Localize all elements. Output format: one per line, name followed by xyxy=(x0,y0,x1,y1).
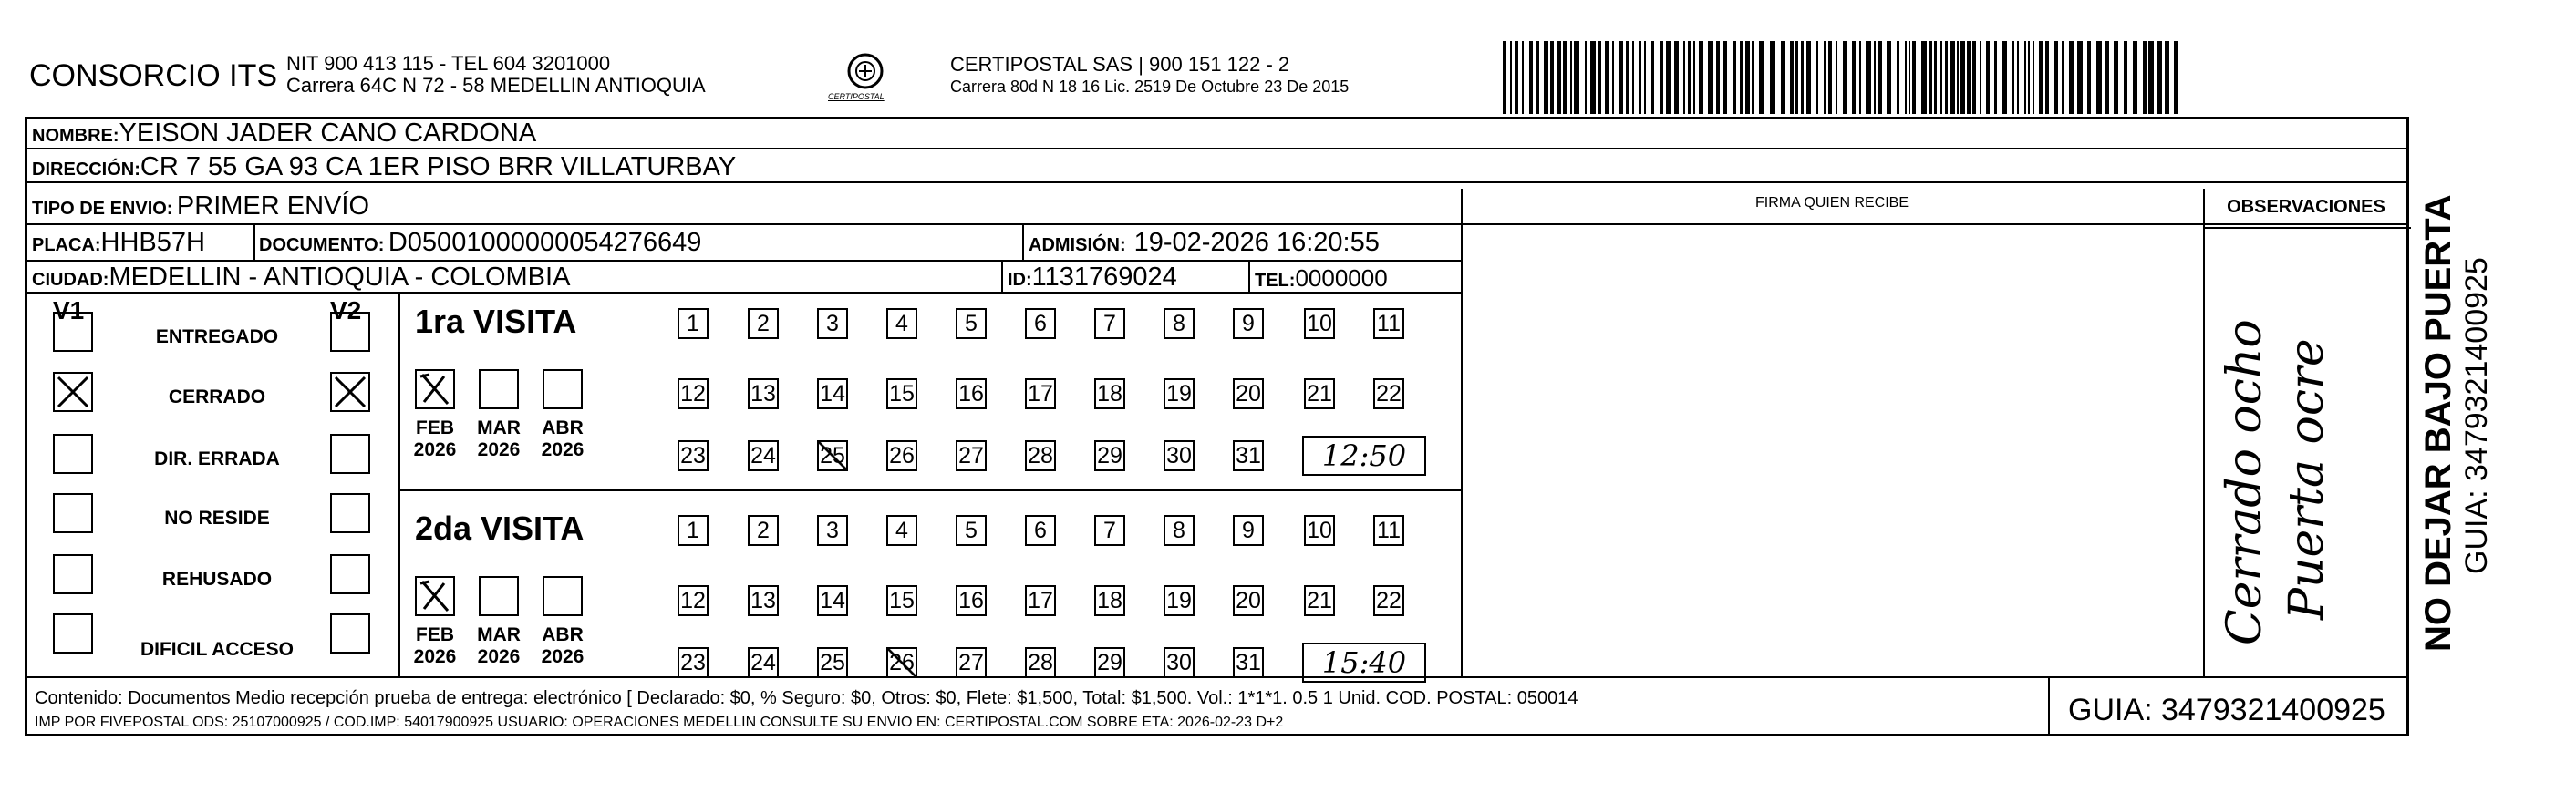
footer-imp: IMP POR FIVEPOSTAL ODS: 25107000925 / COD.IMP: 54017900925 USUARIO: OPERACIONES MEDELLIN CONSULTE SU ENVIO EN: CERTIPOSTAL.COM SOBRE ETA: 2026-02-23 D+2 xyxy=(35,715,1284,730)
month-label xyxy=(408,624,462,668)
visit-time[interactable]: 15:40 xyxy=(1302,643,1426,683)
admision-field xyxy=(1029,228,1380,258)
barcode-bar xyxy=(1752,41,1754,114)
footer-contents: Contenido: Documentos Medio recepción prueba de entrega: electrónico [ Declarado: $0, % Seguro: $0, Otros: $0, Flete: $1,500, Total: $1,500. Vol.: 1*1*1. 0.5 1 Unid. COD. POSTAL: 050014 xyxy=(35,688,1578,708)
no-dejar-notice: NO DEJAR BAJO PUERTA xyxy=(2418,194,2458,652)
visit-title: 1ra VISITA xyxy=(415,303,577,340)
placa-row xyxy=(32,228,205,258)
barcode-bar xyxy=(1866,41,1871,114)
tel-field xyxy=(1255,264,1388,293)
footer-guia: GUIA: 3479321400925 xyxy=(2068,693,2385,727)
barcode-bar xyxy=(1828,41,1832,114)
day-box[interactable]: 23 xyxy=(678,647,709,678)
nombre-label: NOMBRE: xyxy=(32,126,119,146)
nombre-value: YEISON JADER CANO CARDONA xyxy=(119,118,537,148)
status-label: ENTREGADO xyxy=(155,326,279,347)
barcode-bar xyxy=(1790,41,1794,114)
v1-checkbox[interactable] xyxy=(53,372,93,412)
month-label xyxy=(535,417,590,461)
day-box[interactable]: 3 xyxy=(817,515,848,546)
barcode-bar xyxy=(1619,41,1623,114)
day-box[interactable]: 16 xyxy=(956,585,987,616)
day-box[interactable]: 2 xyxy=(748,308,779,339)
v1-checkbox[interactable] xyxy=(53,312,93,352)
nombre-row xyxy=(32,118,536,149)
barcode-bar xyxy=(2077,41,2083,114)
barcode-bar xyxy=(2114,41,2118,114)
barcode-bar xyxy=(1836,41,1837,114)
company-contact xyxy=(286,53,706,97)
day-box[interactable]: 8 xyxy=(1164,308,1195,339)
barcode-bar xyxy=(1557,41,1561,114)
barcode-bar xyxy=(2105,41,2109,114)
day-box[interactable]: 19 xyxy=(1164,378,1195,409)
barcode-bar xyxy=(1574,41,1579,114)
day-box[interactable]: 25 xyxy=(817,647,848,678)
barcode-bar xyxy=(1960,41,1965,114)
v2-checkbox[interactable] xyxy=(330,372,370,412)
barcode-bar xyxy=(1921,41,1927,114)
barcode-bar xyxy=(2054,41,2058,114)
barcode-bar xyxy=(1940,41,1942,114)
postal-info xyxy=(950,53,1349,98)
postal-line-1: CERTIPOSTAL SAS | 900 151 122 - 2 xyxy=(950,53,1290,76)
barcode-bar xyxy=(1515,41,1518,114)
day-box[interactable]: 29 xyxy=(1094,647,1125,678)
day-box[interactable]: 13 xyxy=(748,378,779,409)
barcode-bar xyxy=(1909,41,1910,114)
barcode-bar xyxy=(2045,41,2049,114)
month-checkbox[interactable] xyxy=(543,369,583,409)
day-box[interactable]: 29 xyxy=(1094,440,1125,471)
barcode-bar xyxy=(1795,41,1798,114)
day-box[interactable]: 15 xyxy=(886,585,917,616)
ciudad-label: CIUDAD: xyxy=(32,270,109,290)
id-label: ID: xyxy=(1008,270,1032,290)
day-box[interactable]: 12 xyxy=(678,585,709,616)
barcode-bar xyxy=(1967,41,1971,114)
status-label: CERRADO xyxy=(168,386,266,407)
obs-label: OBSERVACIONES xyxy=(2227,197,2385,217)
barcode-bar xyxy=(1510,41,1512,114)
month-year: 2026 xyxy=(477,439,521,460)
day-box[interactable]: 20 xyxy=(1233,378,1264,409)
barcode-bar xyxy=(2148,41,2154,114)
direccion-row xyxy=(32,152,736,182)
firma-label: FIRMA QUIEN RECIBE xyxy=(1754,195,1909,211)
barcode-bar xyxy=(1612,41,1614,114)
status-label: NO RESIDE xyxy=(164,508,270,529)
barcode-bar xyxy=(1666,41,1671,114)
barcode-bar xyxy=(1957,41,1959,114)
tel-value: 0000000 xyxy=(1295,264,1388,292)
placa-value: HHB57H xyxy=(100,228,205,257)
barcode-bar xyxy=(1852,41,1856,114)
status-label: DIR. ERRADA xyxy=(154,448,280,469)
day-box[interactable]: 31 xyxy=(1233,440,1264,471)
v1-checkbox[interactable] xyxy=(53,613,93,654)
barcode-bar xyxy=(1972,41,1976,114)
barcode-bar xyxy=(1806,41,1811,114)
status-label: REHUSADO xyxy=(161,569,273,590)
barcode-bar xyxy=(1781,41,1785,114)
barcode xyxy=(1503,41,2178,114)
check-mark-icon xyxy=(55,374,91,410)
barcode-bar xyxy=(1950,41,1955,114)
barcode-bar xyxy=(1986,41,1990,114)
barcode-bar xyxy=(2087,41,2091,114)
barcode-bar xyxy=(1660,41,1663,114)
admision-label: ADMISIÓN: xyxy=(1029,235,1126,255)
barcode-bar xyxy=(1994,41,1997,114)
barcode-bar xyxy=(1683,41,1685,114)
month-name: FEB xyxy=(416,417,454,438)
barcode-bar xyxy=(2165,41,2169,114)
barcode-bar xyxy=(1980,41,1981,114)
visit-title: 2da VISITA xyxy=(415,510,585,547)
v1-checkbox[interactable] xyxy=(53,434,93,474)
month-label xyxy=(408,417,462,461)
month-name: ABR xyxy=(542,417,584,438)
barcode-bar xyxy=(1801,41,1804,114)
day-box[interactable]: 11 xyxy=(1373,515,1404,546)
day-box[interactable]: 24 xyxy=(748,440,779,471)
barcode-bar xyxy=(1723,41,1727,114)
barcode-bar xyxy=(1912,41,1916,114)
day-box[interactable]: 26 xyxy=(886,440,917,471)
day-box[interactable]: 9 xyxy=(1233,515,1264,546)
barcode-bar xyxy=(1585,41,1587,114)
barcode-bar xyxy=(1824,41,1826,114)
barcode-bar xyxy=(1598,41,1601,114)
barcode-bar xyxy=(2024,41,2026,114)
day-box[interactable]: 22 xyxy=(1373,585,1404,616)
day-box[interactable]: 4 xyxy=(886,308,917,339)
day-box[interactable]: 24 xyxy=(748,647,779,678)
check-mark-icon xyxy=(417,578,453,614)
barcode-bar xyxy=(2124,41,2127,114)
day-box[interactable]: 14 xyxy=(817,378,848,409)
day-box[interactable]: 5 xyxy=(956,308,987,339)
day-box[interactable]: 14 xyxy=(817,585,848,616)
barcode-bar xyxy=(1733,41,1736,114)
logo-caption: CERTIPOSTAL xyxy=(828,92,885,101)
ciudad-row xyxy=(32,263,570,293)
day-box[interactable]: 7 xyxy=(1094,308,1125,339)
month-checkbox[interactable] xyxy=(479,369,519,409)
barcode-bar xyxy=(1945,41,1948,114)
documento-field xyxy=(259,228,701,258)
month-checkbox[interactable] xyxy=(415,576,455,616)
v2-checkbox[interactable] xyxy=(330,493,370,533)
month-year: 2026 xyxy=(413,439,457,460)
day-box[interactable]: 2 xyxy=(748,515,779,546)
barcode-bar xyxy=(1759,41,1764,114)
month-year: 2026 xyxy=(541,646,585,667)
barcode-bar xyxy=(1934,41,1937,114)
barcode-bar xyxy=(1859,41,1861,114)
month-label xyxy=(535,624,590,668)
barcode-bar xyxy=(1740,41,1743,114)
ciudad-value: MEDELLIN - ANTIOQUIA - COLOMBIA xyxy=(109,263,571,292)
day-box[interactable]: 12 xyxy=(678,378,709,409)
documento-value: D05001000000054276649 xyxy=(388,228,702,257)
barcode-bar xyxy=(1874,41,1876,114)
day-box[interactable]: 17 xyxy=(1025,378,1056,409)
barcode-bar xyxy=(1887,41,1891,114)
day-box[interactable]: 7 xyxy=(1094,515,1125,546)
barcode-bar xyxy=(1716,41,1720,114)
day-box[interactable]: 18 xyxy=(1094,378,1125,409)
month-label xyxy=(471,624,526,668)
day-box[interactable]: 5 xyxy=(956,515,987,546)
barcode-bar xyxy=(1639,41,1641,114)
day-box[interactable]: 4 xyxy=(886,515,917,546)
day-box[interactable]: 9 xyxy=(1233,308,1264,339)
day-box[interactable]: 30 xyxy=(1164,440,1195,471)
barcode-bar xyxy=(1816,41,1818,114)
barcode-bar xyxy=(1590,41,1596,114)
day-box[interactable]: 23 xyxy=(678,440,709,471)
tipo-label: TIPO DE ENVIO: xyxy=(32,199,173,219)
documento-label: DOCUMENTO: xyxy=(259,235,385,255)
barcode-bar xyxy=(1626,41,1629,114)
barcode-bar xyxy=(2174,41,2178,114)
day-box[interactable]: 25 xyxy=(817,440,848,471)
day-box[interactable]: 28 xyxy=(1025,440,1056,471)
barcode-bar xyxy=(2157,41,2162,114)
barcode-bar xyxy=(1644,41,1646,114)
day-box[interactable]: 22 xyxy=(1373,378,1404,409)
day-box[interactable]: 1 xyxy=(678,515,709,546)
barcode-bar xyxy=(1632,41,1634,114)
observation-handwriting-1: Cerrado ocho xyxy=(2218,319,2272,645)
barcode-bar xyxy=(2039,41,2043,114)
barcode-bar xyxy=(2002,41,2007,114)
barcode-bar xyxy=(2028,41,2030,114)
barcode-bar xyxy=(1563,41,1567,114)
barcode-bar xyxy=(1651,41,1654,114)
day-box[interactable]: 18 xyxy=(1094,585,1125,616)
day-box[interactable]: 3 xyxy=(817,308,848,339)
tipo-row xyxy=(32,191,369,221)
month-name: FEB xyxy=(416,624,454,645)
day-box[interactable]: 11 xyxy=(1373,308,1404,339)
barcode-bar xyxy=(1674,41,1679,114)
month-year: 2026 xyxy=(477,646,521,667)
barcode-bar xyxy=(2062,41,2064,114)
id-value: 1131769024 xyxy=(1031,263,1177,292)
barcode-bar xyxy=(1745,41,1750,114)
barcode-bar xyxy=(1897,41,1899,114)
day-box[interactable]: 10 xyxy=(1304,308,1335,339)
day-box[interactable]: 19 xyxy=(1164,585,1195,616)
month-name: MAR xyxy=(477,417,521,438)
barcode-bar xyxy=(1550,41,1554,114)
day-box[interactable]: 6 xyxy=(1025,515,1056,546)
month-name: ABR xyxy=(542,624,584,645)
day-box[interactable]: 30 xyxy=(1164,647,1195,678)
check-mark-icon xyxy=(332,374,368,410)
day-box[interactable]: 27 xyxy=(956,647,987,678)
barcode-bar xyxy=(1878,41,1882,114)
id-field xyxy=(1008,263,1177,293)
barcode-bar xyxy=(1503,41,1506,114)
barcode-bar xyxy=(1843,41,1847,114)
barcode-bar xyxy=(1536,41,1539,114)
tipo-value: PRIMER ENVÍO xyxy=(176,191,370,221)
placa-label: PLACA: xyxy=(32,235,101,255)
v2-checkbox[interactable] xyxy=(330,554,370,594)
day-box[interactable]: 17 xyxy=(1025,585,1056,616)
barcode-bar xyxy=(1605,41,1609,114)
observation-handwriting-2: Puerta ocre xyxy=(2280,338,2334,620)
status-label: DIFICIL ACCESO xyxy=(140,639,294,660)
admision-value: 19-02-2026 16:20:55 xyxy=(1133,228,1380,257)
v2-header: V2 xyxy=(330,296,362,324)
day-box[interactable]: 26 xyxy=(886,647,917,678)
day-box[interactable]: 8 xyxy=(1164,515,1195,546)
direccion-label: DIRECCIÓN: xyxy=(32,160,140,180)
day-box[interactable]: 10 xyxy=(1304,515,1335,546)
tel-label: TEL: xyxy=(1255,271,1296,291)
visit-time[interactable]: 12:50 xyxy=(1302,436,1426,476)
barcode-bar xyxy=(2017,41,2019,114)
check-mark-icon xyxy=(417,371,453,407)
barcode-bar xyxy=(1905,41,1907,114)
barcode-bar xyxy=(1699,41,1703,114)
month-checkbox[interactable] xyxy=(415,369,455,409)
barcode-bar xyxy=(2033,41,2034,114)
barcode-bar xyxy=(1570,41,1572,114)
day-box[interactable]: 21 xyxy=(1304,585,1335,616)
company-name: CONSORCIO ITS xyxy=(29,58,278,93)
day-box[interactable]: 21 xyxy=(1304,378,1335,409)
month-checkbox[interactable] xyxy=(479,576,519,616)
barcode-bar xyxy=(2069,41,2074,114)
barcode-bar xyxy=(2096,41,2102,114)
direccion-value: CR 7 55 GA 93 CA 1ER PISO BRR VILLATURBAY xyxy=(140,152,737,181)
month-label xyxy=(471,417,526,461)
barcode-bar xyxy=(1544,41,1548,114)
postal-line-2: Carrera 80d N 18 16 Lic. 2519 De Octubre 23 De 2015 xyxy=(950,77,1350,96)
v1-checkbox[interactable] xyxy=(53,554,93,594)
address-line: Carrera 64C N 72 - 58 MEDELLIN ANTIOQUIA xyxy=(286,74,706,97)
barcode-bar xyxy=(2012,41,2014,114)
barcode-bar xyxy=(1522,41,1524,114)
v2-checkbox[interactable] xyxy=(330,434,370,474)
barcode-bar xyxy=(1708,41,1713,114)
day-box[interactable]: 16 xyxy=(956,378,987,409)
barcode-bar xyxy=(1693,41,1695,114)
day-box[interactable]: 1 xyxy=(678,308,709,339)
v2-checkbox[interactable] xyxy=(330,613,370,654)
day-box[interactable]: 28 xyxy=(1025,647,1056,678)
v1-header: V1 xyxy=(53,296,85,324)
barcode-bar xyxy=(1688,41,1691,114)
barcode-bar xyxy=(2143,41,2147,114)
day-box[interactable]: 6 xyxy=(1025,308,1056,339)
barcode-bar xyxy=(2133,41,2137,114)
barcode-bar xyxy=(1929,41,1932,114)
day-box[interactable]: 20 xyxy=(1233,585,1264,616)
month-year: 2026 xyxy=(541,439,585,460)
v2-checkbox[interactable] xyxy=(330,312,370,352)
day-box[interactable]: 31 xyxy=(1233,647,1264,678)
v1-checkbox[interactable] xyxy=(53,493,93,533)
side-guia: GUIA: 3479321400925 xyxy=(2459,257,2494,574)
month-name: MAR xyxy=(477,624,521,645)
barcode-bar xyxy=(1770,41,1775,114)
day-box[interactable]: 15 xyxy=(886,378,917,409)
month-checkbox[interactable] xyxy=(543,576,583,616)
day-box[interactable]: 27 xyxy=(956,440,987,471)
month-year: 2026 xyxy=(413,646,457,667)
barcode-bar xyxy=(1529,41,1533,114)
nit-line: NIT 900 413 115 - TEL 604 3201000 xyxy=(286,52,611,75)
day-box[interactable]: 13 xyxy=(748,585,779,616)
